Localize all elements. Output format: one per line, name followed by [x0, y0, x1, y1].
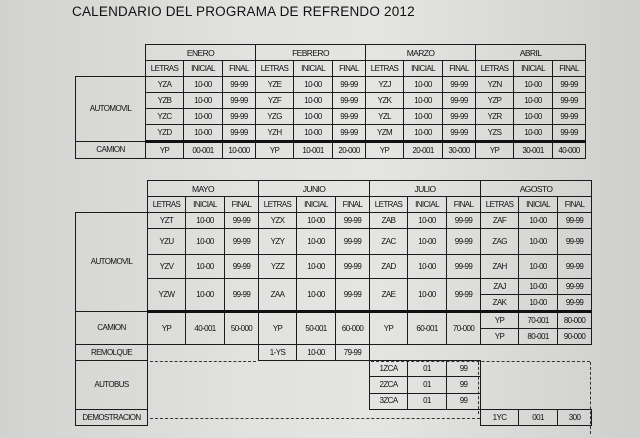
- table-cell: 10-00: [514, 125, 553, 142]
- column-header: INICIAL: [294, 61, 333, 77]
- table-cell: YZM: [366, 125, 404, 142]
- table-cell: 10-00: [294, 77, 333, 93]
- table-cell: 10-00: [184, 77, 223, 93]
- column-header: FINAL: [223, 61, 256, 77]
- table-cell: 1-YS: [259, 345, 297, 361]
- month-header: ABRIL: [476, 45, 586, 61]
- table-cell: 10-00: [297, 213, 336, 229]
- table-cell: YZU: [148, 229, 186, 255]
- table-cell: 99-99: [443, 109, 476, 125]
- table-cell: YZB: [146, 93, 184, 109]
- table-cell: 99-99: [225, 213, 259, 229]
- table-cell: 99: [447, 377, 481, 393]
- dashed-line: [478, 362, 479, 414]
- column-header: LETRAS: [256, 61, 294, 77]
- column-header: LETRAS: [148, 197, 186, 213]
- row-label-automovil: AUTOMOVIL: [76, 77, 146, 142]
- table-cell: ZAD: [370, 255, 408, 279]
- table-cell: YZW: [148, 279, 186, 312]
- table-cell: ZAB: [370, 213, 408, 229]
- table-cell: ZAK: [481, 295, 519, 312]
- column-header: INICIAL: [404, 61, 443, 77]
- table-cell: YP: [259, 312, 297, 345]
- table-cell: 99-99: [443, 93, 476, 109]
- table-cell: 99-99: [336, 255, 370, 279]
- table-cell: 2ZCA: [370, 377, 408, 393]
- row-label-automovil: AUTOMOVIL: [76, 213, 148, 312]
- table-cell: YZJ: [366, 77, 404, 93]
- table-cell: 99-99: [553, 93, 586, 109]
- table-cell: 60-001: [408, 312, 447, 345]
- table-cell: YZD: [146, 125, 184, 142]
- table-cell: 99-99: [333, 109, 366, 125]
- table-cell: YZV: [148, 255, 186, 279]
- table-cell: 10-00: [297, 345, 336, 361]
- table-cell: YZR: [476, 109, 514, 125]
- table-cell: YP: [256, 142, 294, 159]
- table-cell: 99-99: [443, 77, 476, 93]
- table-cell: 10-00: [186, 279, 225, 312]
- month-header: JUNIO: [259, 181, 370, 197]
- table-cell: 10-00: [519, 229, 558, 255]
- table-cell: 99-99: [553, 125, 586, 142]
- table-cell: 10-00: [404, 109, 443, 125]
- table-cell: 01: [408, 393, 447, 409]
- table-cell: 10-00: [408, 255, 447, 279]
- column-header: INICIAL: [186, 197, 225, 213]
- table-cell: 10-00: [294, 125, 333, 142]
- table-cell: 99-99: [558, 229, 592, 255]
- table-cell: 10-00: [408, 213, 447, 229]
- column-header: FINAL: [336, 197, 370, 213]
- calendar-table-2: [75, 180, 592, 426]
- column-header: INICIAL: [297, 197, 336, 213]
- dashed-line: [371, 361, 590, 362]
- table-cell: 20-000: [333, 142, 366, 159]
- table-cell: ZAJ: [481, 279, 519, 295]
- month-header: ENERO: [146, 45, 256, 61]
- column-header: INICIAL: [408, 197, 447, 213]
- table-cell: 50-000: [225, 312, 259, 345]
- table-cell: ZAG: [481, 229, 519, 255]
- row-label-demostracion: DEMOSTRACION: [76, 410, 148, 426]
- table-cell: YP: [370, 312, 408, 345]
- row-label-autobus: AUTOBUS: [76, 361, 148, 410]
- table-cell: 99-99: [558, 255, 592, 279]
- table-cell: 99-99: [225, 229, 259, 255]
- column-header: LETRAS: [370, 197, 408, 213]
- table-cell: YZK: [366, 93, 404, 109]
- table-cell: 10-00: [519, 295, 558, 312]
- table-cell: 99-99: [333, 125, 366, 142]
- table-cell: ZAH: [481, 255, 519, 279]
- table-cell: 10-00: [184, 125, 223, 142]
- table-cell: 99-99: [225, 255, 259, 279]
- table-cell: 99: [447, 393, 481, 409]
- table-cell: 99-99: [558, 213, 592, 229]
- table-cell: YP: [148, 312, 186, 345]
- table-cell: YP: [476, 142, 514, 159]
- table-cell: 30-001: [514, 142, 553, 159]
- table-cell: 20-001: [404, 142, 443, 159]
- dashed-line: [590, 362, 591, 434]
- table-cell: 300: [558, 410, 592, 426]
- table-cell: 99-99: [223, 109, 256, 125]
- table-cell: 99-99: [333, 77, 366, 93]
- table-cell: 80-001: [519, 329, 558, 345]
- table-cell: 10-00: [297, 255, 336, 279]
- column-header: INICIAL: [514, 61, 553, 77]
- table-cell: 99-99: [553, 109, 586, 125]
- row-label-camion: CAMION: [76, 312, 148, 345]
- column-header: INICIAL: [184, 61, 223, 77]
- table-cell: 10-00: [186, 255, 225, 279]
- column-header: LETRAS: [366, 61, 404, 77]
- table-cell: 99-99: [558, 295, 592, 312]
- table-cell: 60-000: [336, 312, 370, 345]
- table-cell: 99: [447, 361, 481, 377]
- table-cell: 01: [408, 361, 447, 377]
- table-cell: YZF: [256, 93, 294, 109]
- table-cell: 10-00: [297, 279, 336, 312]
- table-cell: YZA: [146, 77, 184, 93]
- table-cell: YP: [481, 312, 519, 329]
- dashed-line: [150, 418, 480, 419]
- table-cell: 10-000: [223, 142, 256, 159]
- table-cell: 99-99: [223, 93, 256, 109]
- table-cell: 10-001: [294, 142, 333, 159]
- table-cell: 30-000: [443, 142, 476, 159]
- table-cell: YZS: [476, 125, 514, 142]
- table-cell: YZN: [476, 77, 514, 93]
- table-cell: 3ZCA: [370, 393, 408, 409]
- calendar-table-1: [75, 44, 586, 159]
- table-cell: 99-99: [553, 77, 586, 93]
- column-header: FINAL: [443, 61, 476, 77]
- table-cell: 1YC: [481, 410, 519, 426]
- table-cell: 99-99: [447, 255, 481, 279]
- table-cell: 99-99: [223, 77, 256, 93]
- table-cell: 40-000: [553, 142, 586, 159]
- table-cell: YZG: [256, 109, 294, 125]
- table-cell: 99-99: [336, 213, 370, 229]
- table-cell: 10-00: [404, 125, 443, 142]
- column-header: LETRAS: [476, 61, 514, 77]
- column-header: FINAL: [558, 197, 592, 213]
- table-cell: 99-99: [333, 93, 366, 109]
- table-cell: 99-99: [447, 229, 481, 255]
- column-header: FINAL: [553, 61, 586, 77]
- row-label-camion: CAMION: [76, 142, 146, 159]
- table-cell: 10-00: [186, 229, 225, 255]
- table-cell: YZZ: [259, 255, 297, 279]
- table-cell: 99-99: [223, 125, 256, 142]
- table-cell: 10-00: [519, 255, 558, 279]
- table-cell: 99-99: [443, 125, 476, 142]
- table-cell: ZAC: [370, 229, 408, 255]
- table-cell: 10-00: [519, 213, 558, 229]
- table-cell: ZAA: [259, 279, 297, 312]
- table-cell: 99-99: [336, 229, 370, 255]
- page-title: CALENDARIO DEL PROGRAMA DE REFRENDO 2012: [72, 4, 415, 19]
- table-cell: 10-00: [404, 93, 443, 109]
- table-cell: 10-00: [294, 109, 333, 125]
- table-cell: ZAF: [481, 213, 519, 229]
- table-cell: 10-00: [519, 279, 558, 295]
- table-cell: 99-99: [447, 213, 481, 229]
- table-cell: 00-001: [184, 142, 223, 159]
- table-cell: 1ZCA: [370, 361, 408, 377]
- table-cell: 10-00: [186, 213, 225, 229]
- table-cell: YZT: [148, 213, 186, 229]
- table-cell: YZP: [476, 93, 514, 109]
- table-cell: 70-001: [519, 312, 558, 329]
- row-label-remolque: REMOLQUE: [76, 345, 148, 361]
- table-cell: YP: [366, 142, 404, 159]
- table-cell: YP: [481, 329, 519, 345]
- table-cell: YZY: [259, 229, 297, 255]
- table-cell: 90-000: [558, 329, 592, 345]
- table-cell: 99-99: [225, 279, 259, 312]
- table-cell: 80-000: [558, 312, 592, 329]
- column-header: FINAL: [333, 61, 366, 77]
- table-cell: YZH: [256, 125, 294, 142]
- table-cell: 10-00: [514, 77, 553, 93]
- table-cell: 99-99: [558, 279, 592, 295]
- column-header: FINAL: [447, 197, 481, 213]
- table-cell: 10-00: [514, 109, 553, 125]
- table-cell: 99-99: [447, 279, 481, 312]
- column-header: LETRAS: [481, 197, 519, 213]
- table-cell: 50-001: [297, 312, 336, 345]
- table-cell: 40-001: [186, 312, 225, 345]
- table-cell: 10-00: [408, 279, 447, 312]
- column-header: LETRAS: [259, 197, 297, 213]
- table-cell: 10-00: [294, 93, 333, 109]
- month-header: JULIO: [370, 181, 481, 197]
- table-cell: 10-00: [514, 93, 553, 109]
- table-cell: 79-99: [336, 345, 370, 361]
- table-cell: YZC: [146, 109, 184, 125]
- table-cell: 10-00: [297, 229, 336, 255]
- table-cell: 99-99: [336, 279, 370, 312]
- table-cell: YZE: [256, 77, 294, 93]
- month-header: AGOSTO: [481, 181, 592, 197]
- table-cell: YZL: [366, 109, 404, 125]
- table-cell: 10-00: [184, 93, 223, 109]
- table-cell: ZAE: [370, 279, 408, 312]
- table-cell: YZX: [259, 213, 297, 229]
- month-header: MARZO: [366, 45, 476, 61]
- dashed-line: [150, 361, 256, 362]
- month-header: MAYO: [148, 181, 259, 197]
- column-header: LETRAS: [146, 61, 184, 77]
- table-cell: 70-000: [447, 312, 481, 345]
- table-cell: 10-00: [404, 77, 443, 93]
- table-cell: 01: [408, 377, 447, 393]
- table-cell: 001: [519, 410, 558, 426]
- table-cell: YP: [146, 142, 184, 159]
- table-cell: 10-00: [184, 109, 223, 125]
- column-header: INICIAL: [519, 197, 558, 213]
- column-header: FINAL: [225, 197, 259, 213]
- table-cell: 10-00: [408, 229, 447, 255]
- month-header: FEBRERO: [256, 45, 366, 61]
